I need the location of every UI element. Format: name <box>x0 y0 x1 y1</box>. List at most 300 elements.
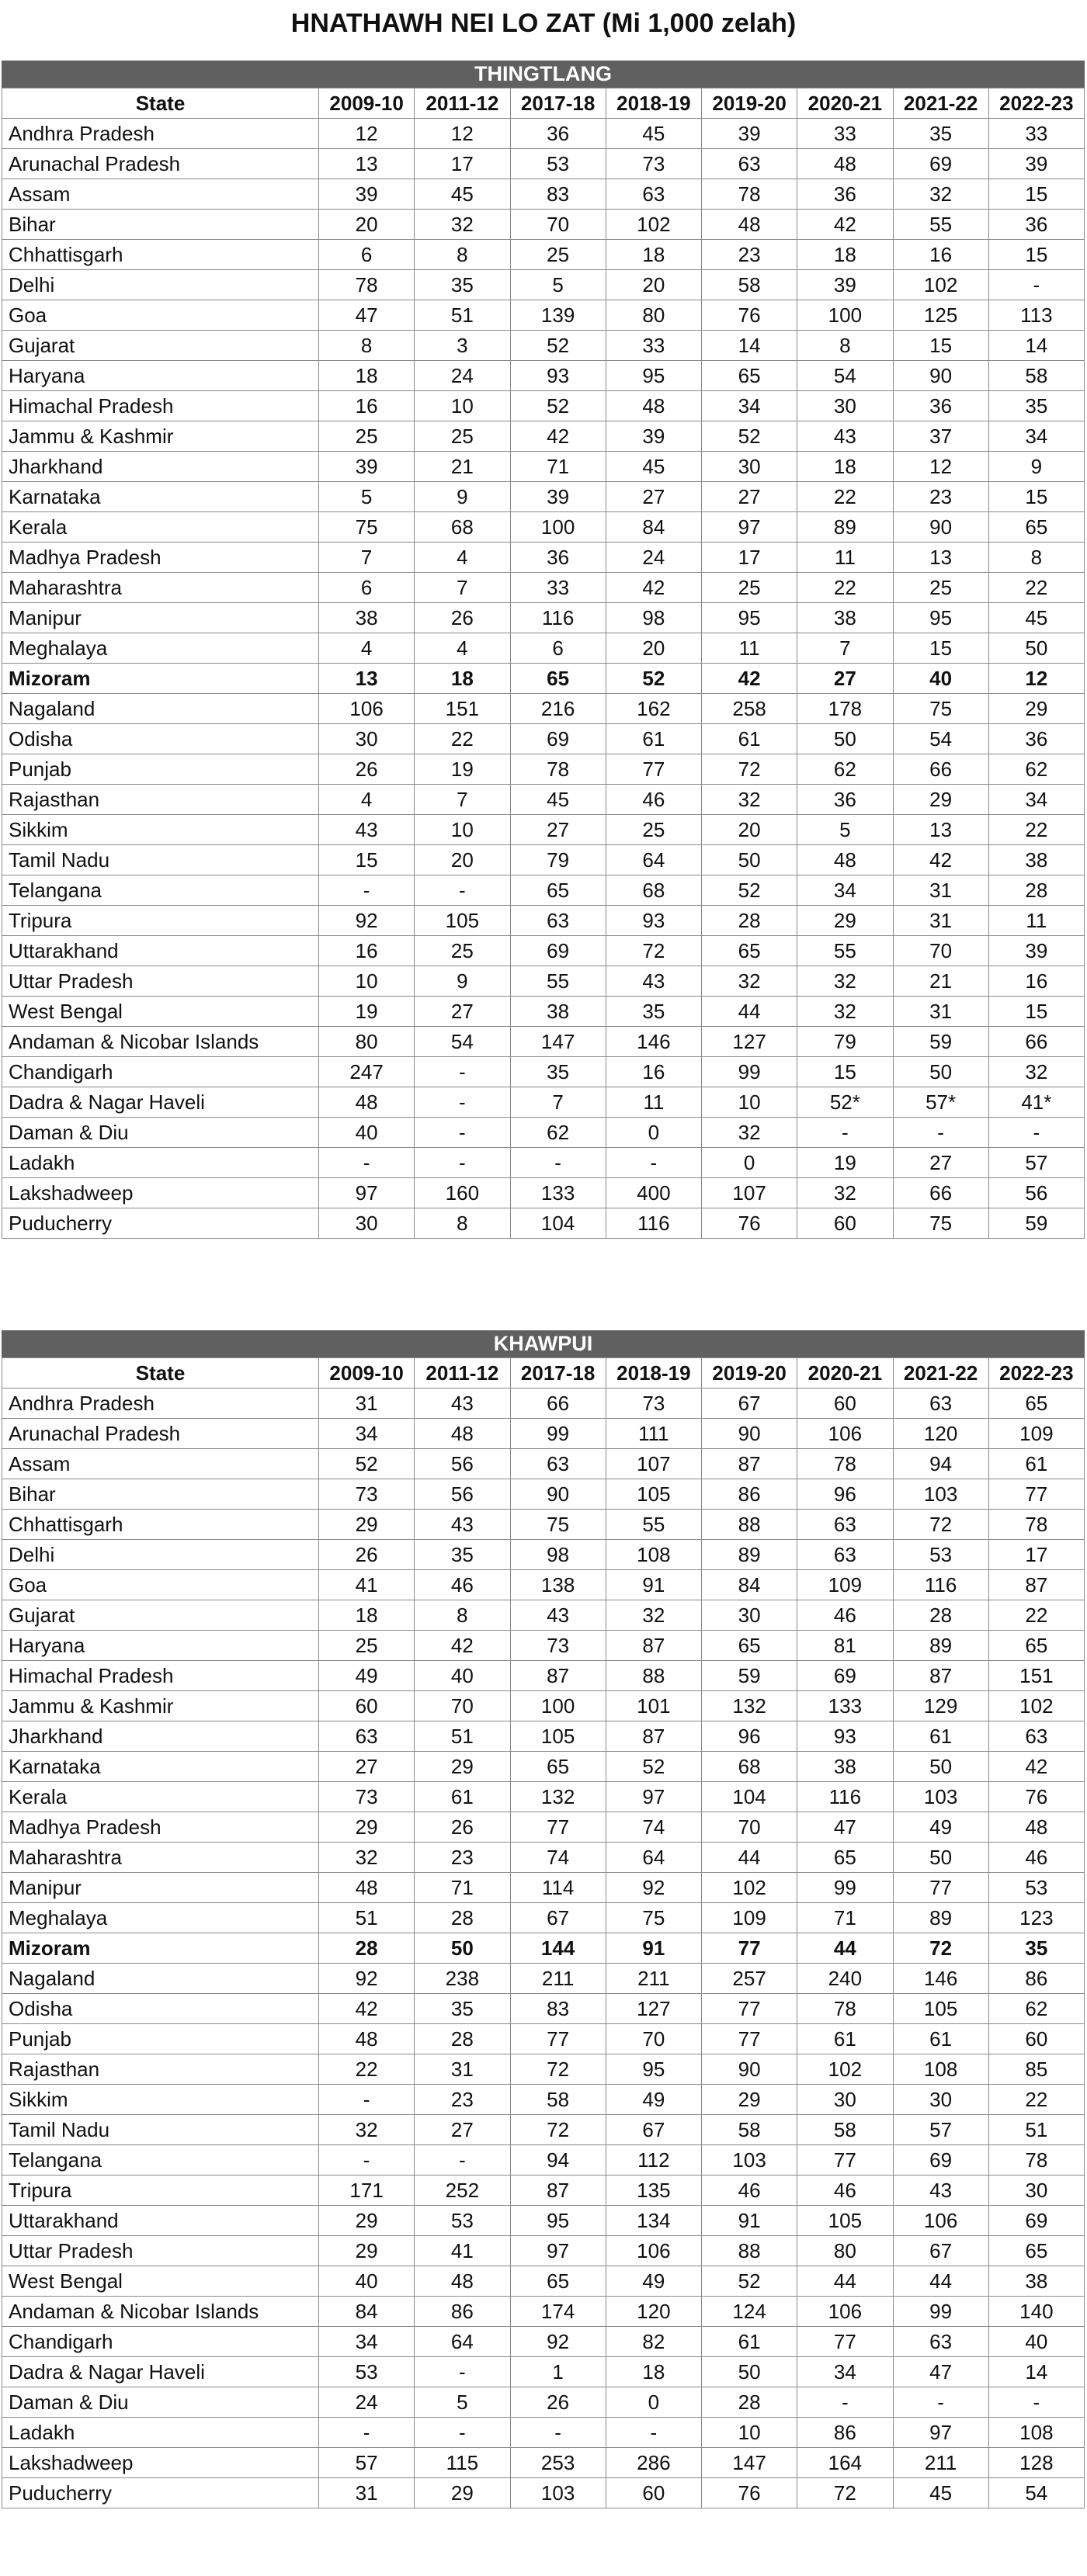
value-cell: 25 <box>702 573 797 603</box>
value-cell: 21 <box>415 452 510 482</box>
value-cell: 27 <box>415 2115 510 2145</box>
value-cell: 16 <box>319 391 415 421</box>
value-cell: 23 <box>702 240 797 270</box>
value-cell: 108 <box>606 1540 701 1570</box>
value-cell: 54 <box>893 724 988 754</box>
value-cell: 25 <box>415 421 510 452</box>
value-cell: 70 <box>893 936 988 966</box>
table-row <box>2 421 1085 452</box>
value-cell: 127 <box>606 1994 701 2024</box>
value-cell: 44 <box>702 1843 797 1873</box>
value-cell: 91 <box>606 1570 701 1600</box>
table-row <box>2 512 1085 543</box>
value-cell: 22 <box>797 482 893 512</box>
value-cell: 80 <box>797 2236 893 2266</box>
value-cell: 95 <box>893 603 988 633</box>
value-cell: 124 <box>702 2297 797 2327</box>
value-cell: 64 <box>415 2327 510 2357</box>
value-cell: 72 <box>606 936 701 966</box>
value-cell: 60 <box>319 1691 415 1721</box>
value-cell: 12 <box>415 119 510 149</box>
table-row <box>2 724 1085 754</box>
value-cell: 32 <box>319 1843 415 1873</box>
value-cell: 22 <box>988 573 1084 603</box>
state-name-cell: Chandigarh <box>2 1057 319 1087</box>
table-row <box>2 1419 1085 1449</box>
table-row <box>2 331 1085 361</box>
value-cell: 9 <box>415 482 510 512</box>
value-cell: 29 <box>319 2206 415 2236</box>
table-row <box>2 2357 1085 2387</box>
value-cell: 39 <box>510 482 606 512</box>
value-cell: 15 <box>988 240 1084 270</box>
value-cell: 15 <box>988 997 1084 1027</box>
value-cell: 20 <box>415 845 510 875</box>
value-cell: 92 <box>319 1964 415 1994</box>
value-cell: 19 <box>415 754 510 785</box>
value-cell: 27 <box>893 1148 988 1178</box>
value-cell: 31 <box>893 906 988 936</box>
value-cell: 20 <box>606 270 701 300</box>
column-header-year: 2022-23 <box>988 1358 1084 1389</box>
value-cell: - <box>319 2145 415 2176</box>
value-cell: 17 <box>988 1540 1084 1570</box>
state-name-cell: Punjab <box>2 2024 319 2054</box>
value-cell: 52 <box>510 331 606 361</box>
value-cell: 6 <box>319 240 415 270</box>
value-cell: 75 <box>893 694 988 724</box>
value-cell: 67 <box>606 2115 701 2145</box>
value-cell: 35 <box>415 1540 510 1570</box>
value-cell: 135 <box>606 2176 701 2206</box>
value-cell: 33 <box>606 331 701 361</box>
value-cell: 91 <box>702 2206 797 2236</box>
state-name-cell: Karnataka <box>2 482 319 512</box>
value-cell: 48 <box>988 1812 1084 1843</box>
value-cell: - <box>988 1118 1084 1148</box>
table-row <box>2 906 1085 936</box>
value-cell: 85 <box>988 2054 1084 2085</box>
state-name-cell: Rajasthan <box>2 2054 319 2085</box>
value-cell: 72 <box>893 1510 988 1540</box>
value-cell: 140 <box>988 2297 1084 2327</box>
state-name-cell: Dadra & Nagar Haveli <box>2 1087 319 1118</box>
value-cell: 93 <box>797 1721 893 1752</box>
value-cell: 35 <box>415 1994 510 2024</box>
value-cell: 77 <box>702 2024 797 2054</box>
value-cell: 95 <box>510 2206 606 2236</box>
table-row <box>2 2387 1085 2418</box>
value-cell: 89 <box>797 512 893 543</box>
value-cell: 11 <box>606 1087 701 1118</box>
state-name-cell: Gujarat <box>2 331 319 361</box>
value-cell: 57 <box>319 2448 415 2478</box>
value-cell: 19 <box>797 1148 893 1178</box>
value-cell: 34 <box>988 421 1084 452</box>
value-cell: 13 <box>893 815 988 845</box>
value-cell: 49 <box>606 2266 701 2297</box>
value-cell: 21 <box>893 966 988 997</box>
table-row <box>2 2236 1085 2266</box>
value-cell: 31 <box>415 2054 510 2085</box>
state-name-cell: Sikkim <box>2 2085 319 2115</box>
value-cell: 36 <box>510 543 606 573</box>
state-name-cell: Madhya Pradesh <box>2 1812 319 1843</box>
value-cell: 58 <box>702 270 797 300</box>
table-row <box>2 1027 1085 1057</box>
value-cell: 101 <box>606 1691 701 1721</box>
value-cell: 42 <box>702 664 797 694</box>
value-cell: 69 <box>893 149 988 179</box>
value-cell: 42 <box>988 1752 1084 1782</box>
value-cell: 96 <box>702 1721 797 1752</box>
value-cell: 68 <box>415 512 510 543</box>
value-cell: 4 <box>319 785 415 815</box>
state-name-cell: Jammu & Kashmir <box>2 1691 319 1721</box>
value-cell: 109 <box>797 1570 893 1600</box>
value-cell: 63 <box>893 1389 988 1419</box>
value-cell: 80 <box>319 1027 415 1057</box>
value-cell: 64 <box>606 1843 701 1873</box>
value-cell: 87 <box>606 1631 701 1661</box>
value-cell: - <box>319 2085 415 2115</box>
value-cell: 0 <box>606 1118 701 1148</box>
value-cell: 11 <box>797 543 893 573</box>
value-cell: 103 <box>510 2478 606 2508</box>
value-cell: 100 <box>510 1691 606 1721</box>
value-cell: 74 <box>606 1812 701 1843</box>
value-cell: - <box>797 2387 893 2418</box>
value-cell: 23 <box>415 1843 510 1873</box>
table-row <box>2 1087 1085 1118</box>
value-cell: 25 <box>415 936 510 966</box>
value-cell: 8 <box>415 240 510 270</box>
table-row <box>2 2448 1085 2478</box>
value-cell: 116 <box>510 603 606 633</box>
value-cell: 72 <box>702 754 797 785</box>
value-cell: 73 <box>319 1782 415 1812</box>
value-cell: 1 <box>510 2357 606 2387</box>
value-cell: - <box>606 2418 701 2448</box>
value-cell: 89 <box>893 1903 988 1933</box>
value-cell: 20 <box>319 210 415 240</box>
value-cell: 75 <box>893 1208 988 1239</box>
column-header-year: 2018-19 <box>606 88 701 119</box>
value-cell: 19 <box>319 997 415 1027</box>
value-cell: 36 <box>510 119 606 149</box>
value-cell: 53 <box>415 2206 510 2236</box>
value-cell: 43 <box>510 1600 606 1631</box>
state-name-cell: Sikkim <box>2 815 319 845</box>
table-row <box>2 543 1085 573</box>
value-cell: 36 <box>893 391 988 421</box>
value-cell: 10 <box>415 815 510 845</box>
table-row <box>2 603 1085 633</box>
value-cell: 100 <box>797 300 893 331</box>
value-cell: 65 <box>988 1631 1084 1661</box>
value-cell: 78 <box>510 754 606 785</box>
value-cell: 28 <box>415 1903 510 1933</box>
table-row <box>2 633 1085 664</box>
value-cell: 51 <box>415 1721 510 1752</box>
value-cell: 16 <box>319 936 415 966</box>
value-cell: 53 <box>893 1540 988 1570</box>
state-name-cell: West Bengal <box>2 2266 319 2297</box>
table-row <box>2 2176 1085 2206</box>
value-cell: 50 <box>797 724 893 754</box>
value-cell: 84 <box>319 2297 415 2327</box>
value-cell: 39 <box>988 149 1084 179</box>
value-cell: - <box>893 2387 988 2418</box>
value-cell: 26 <box>510 2387 606 2418</box>
value-cell: 8 <box>415 1208 510 1239</box>
value-cell: 115 <box>415 2448 510 2478</box>
table-row <box>2 240 1085 270</box>
value-cell: 30 <box>319 1208 415 1239</box>
section-header: THINGTLANG <box>2 61 1085 88</box>
table-row <box>2 361 1085 391</box>
value-cell: 258 <box>702 694 797 724</box>
column-header-state: State <box>2 1358 319 1389</box>
state-name-cell: Andhra Pradesh <box>2 1389 319 1419</box>
table-row <box>2 1178 1085 1208</box>
value-cell: 67 <box>510 1903 606 1933</box>
value-cell: 178 <box>797 694 893 724</box>
value-cell: 63 <box>988 1721 1084 1752</box>
value-cell: 39 <box>319 452 415 482</box>
value-cell: 15 <box>988 179 1084 210</box>
state-name-cell: Jharkhand <box>2 1721 319 1752</box>
value-cell: 73 <box>510 1631 606 1661</box>
state-name-cell: Telangana <box>2 875 319 906</box>
value-cell: 106 <box>797 2297 893 2327</box>
state-name-cell: Maharashtra <box>2 1843 319 1873</box>
value-cell: 90 <box>702 2054 797 2085</box>
value-cell: 59 <box>702 1661 797 1691</box>
table-row <box>2 270 1085 300</box>
value-cell: 76 <box>988 1782 1084 1812</box>
value-cell: 87 <box>893 1661 988 1691</box>
value-cell: 46 <box>797 2176 893 2206</box>
value-cell: 38 <box>797 1752 893 1782</box>
value-cell: 65 <box>988 512 1084 543</box>
value-cell: 78 <box>797 1994 893 2024</box>
value-cell: 17 <box>702 543 797 573</box>
value-cell: 52 <box>510 391 606 421</box>
value-cell: 108 <box>893 2054 988 2085</box>
value-cell: 102 <box>702 1873 797 1903</box>
value-cell: 102 <box>606 210 701 240</box>
value-cell: 8 <box>319 331 415 361</box>
value-cell: 44 <box>702 997 797 1027</box>
value-cell: 23 <box>893 482 988 512</box>
value-cell: 120 <box>606 2297 701 2327</box>
value-cell: 28 <box>415 2024 510 2054</box>
value-cell: - <box>415 1087 510 1118</box>
value-cell: - <box>415 1057 510 1087</box>
value-cell: 98 <box>510 1540 606 1570</box>
value-cell: 80 <box>606 300 701 331</box>
value-cell: 30 <box>702 452 797 482</box>
data-table <box>2 88 1085 1239</box>
value-cell: 52 <box>606 664 701 694</box>
value-cell: 87 <box>510 1661 606 1691</box>
value-cell: 53 <box>510 149 606 179</box>
value-cell: 87 <box>988 1570 1084 1600</box>
value-cell: 22 <box>988 1600 1084 1631</box>
column-header-year: 2019-20 <box>702 1358 797 1389</box>
value-cell: 133 <box>797 1691 893 1721</box>
table-row <box>2 1782 1085 1812</box>
value-cell: 29 <box>319 1812 415 1843</box>
value-cell: 77 <box>606 754 701 785</box>
state-name-cell: Assam <box>2 179 319 210</box>
value-cell: 10 <box>415 391 510 421</box>
value-cell: 50 <box>988 633 1084 664</box>
value-cell: 52* <box>797 1087 893 1118</box>
value-cell: 54 <box>797 361 893 391</box>
value-cell: 77 <box>797 2327 893 2357</box>
value-cell: 97 <box>702 512 797 543</box>
value-cell: 38 <box>988 2266 1084 2297</box>
value-cell: 69 <box>797 1661 893 1691</box>
value-cell: 94 <box>893 1449 988 1479</box>
table-row <box>2 1600 1085 1631</box>
state-name-cell: Arunachal Pradesh <box>2 149 319 179</box>
value-cell: 27 <box>415 997 510 1027</box>
header-row <box>2 1358 1085 1389</box>
value-cell: 95 <box>606 361 701 391</box>
value-cell: 34 <box>797 875 893 906</box>
value-cell: 116 <box>797 1782 893 1812</box>
value-cell: 27 <box>702 482 797 512</box>
value-cell: 78 <box>988 1510 1084 1540</box>
value-cell: 35 <box>510 1057 606 1087</box>
value-cell: 18 <box>606 2357 701 2387</box>
value-cell: 69 <box>510 936 606 966</box>
value-cell: 61 <box>702 2327 797 2357</box>
value-cell: 77 <box>988 1479 1084 1510</box>
value-cell: 71 <box>797 1903 893 1933</box>
value-cell: 50 <box>415 1933 510 1964</box>
value-cell: 97 <box>893 2418 988 2448</box>
value-cell: 89 <box>893 1631 988 1661</box>
value-cell: 61 <box>797 2024 893 2054</box>
value-cell: 109 <box>702 1903 797 1933</box>
value-cell: 34 <box>319 2327 415 2357</box>
value-cell: 65 <box>988 1389 1084 1419</box>
state-name-cell: Chhattisgarh <box>2 1510 319 1540</box>
value-cell: 38 <box>988 845 1084 875</box>
table-row <box>2 845 1085 875</box>
value-cell: 32 <box>893 179 988 210</box>
table-row <box>2 1479 1085 1510</box>
table-row <box>2 1570 1085 1600</box>
value-cell: 31 <box>893 997 988 1027</box>
value-cell: 14 <box>988 2357 1084 2387</box>
value-cell: 13 <box>893 543 988 573</box>
value-cell: 88 <box>702 1510 797 1540</box>
value-cell: 44 <box>797 2266 893 2297</box>
value-cell: 10 <box>702 1087 797 1118</box>
state-name-cell: Nagaland <box>2 694 319 724</box>
value-cell: 7 <box>510 1087 606 1118</box>
value-cell: 56 <box>415 1479 510 1510</box>
value-cell: 90 <box>702 1419 797 1449</box>
value-cell: 48 <box>797 149 893 179</box>
value-cell: - <box>510 2418 606 2448</box>
state-name-cell: Odisha <box>2 724 319 754</box>
value-cell: 43 <box>893 2176 988 2206</box>
data-table <box>2 1357 1085 2508</box>
value-cell: 63 <box>893 2327 988 2357</box>
value-cell: 81 <box>797 1631 893 1661</box>
value-cell: 26 <box>319 754 415 785</box>
page-title: HNATHAWH NEI LO ZAT (Mi 1,000 zelah) <box>290 9 797 38</box>
value-cell: 103 <box>893 1782 988 1812</box>
value-cell: 75 <box>319 512 415 543</box>
value-cell: - <box>988 270 1084 300</box>
value-cell: 105 <box>606 1479 701 1510</box>
value-cell: 39 <box>702 119 797 149</box>
state-name-cell: Meghalaya <box>2 633 319 664</box>
value-cell: 61 <box>702 724 797 754</box>
column-header-year: 2009-10 <box>319 1358 415 1389</box>
value-cell: 240 <box>797 1964 893 1994</box>
table-row <box>2 815 1085 845</box>
value-cell: 43 <box>319 815 415 845</box>
value-cell: 86 <box>988 1964 1084 1994</box>
value-cell: 60 <box>797 1389 893 1419</box>
value-cell: 57* <box>893 1087 988 1118</box>
value-cell: 22 <box>988 2085 1084 2115</box>
state-name-cell: Himachal Pradesh <box>2 391 319 421</box>
state-name-cell: Tripura <box>2 2176 319 2206</box>
value-cell: 102 <box>893 270 988 300</box>
value-cell: 102 <box>988 1691 1084 1721</box>
value-cell: 86 <box>702 1479 797 1510</box>
value-cell: 28 <box>702 906 797 936</box>
value-cell: 27 <box>319 1752 415 1782</box>
value-cell: 65 <box>702 361 797 391</box>
value-cell: 44 <box>797 1933 893 1964</box>
state-name-cell: Uttar Pradesh <box>2 966 319 997</box>
value-cell: 18 <box>319 1600 415 1631</box>
value-cell: 88 <box>702 2236 797 2266</box>
value-cell: 57 <box>988 1148 1084 1178</box>
value-cell: 104 <box>702 1782 797 1812</box>
value-cell: - <box>510 1148 606 1178</box>
state-name-cell: Mizoram <box>2 664 319 694</box>
state-name-cell: Himachal Pradesh <box>2 1661 319 1691</box>
value-cell: 4 <box>415 633 510 664</box>
table-row <box>2 1510 1085 1540</box>
value-cell: 26 <box>415 1812 510 1843</box>
value-cell: 48 <box>606 391 701 421</box>
value-cell: 44 <box>893 2266 988 2297</box>
state-name-cell: Chhattisgarh <box>2 240 319 270</box>
value-cell: 77 <box>702 1933 797 1964</box>
value-cell: 107 <box>702 1178 797 1208</box>
value-cell: 34 <box>319 1419 415 1449</box>
state-name-cell: Bihar <box>2 210 319 240</box>
table-row <box>2 1812 1085 1843</box>
value-cell: 14 <box>988 331 1084 361</box>
value-cell: 56 <box>988 1178 1084 1208</box>
value-cell: 144 <box>510 1933 606 1964</box>
value-cell: 22 <box>319 2054 415 2085</box>
value-cell: 30 <box>702 1600 797 1631</box>
